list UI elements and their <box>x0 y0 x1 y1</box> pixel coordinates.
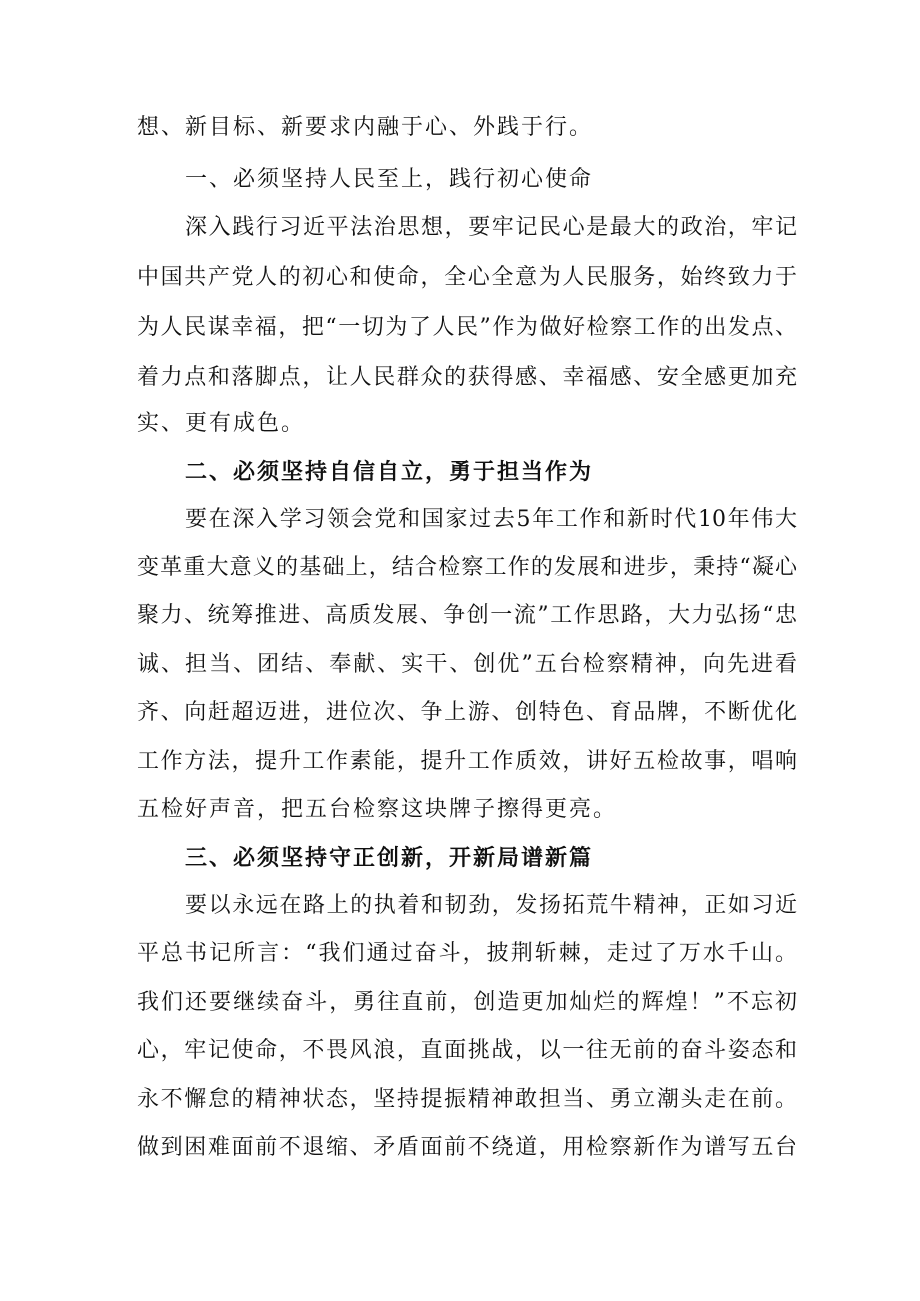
paragraph-line: 平总书记所言：“我们通过奋斗，披荆斩棘，走过了万水千山。 <box>137 941 797 966</box>
section-heading-3: 三、必须坚持守正创新，开新局谱新篇 <box>185 845 594 871</box>
paragraph-line: 永不懈怠的精神状态，坚持提振精神敢担当、勇立潮头走在前。 <box>137 1087 797 1112</box>
paragraph-line: 中国共产党人的初心和使命，全心全意为人民服务，始终致力于 <box>137 265 797 290</box>
paragraph-line: 五检好声音，把五台检察这块牌子擦得更亮。 <box>137 797 618 822</box>
paragraph-line: 我们还要继续奋斗，勇往直前，创造更加灿烂的辉煌！”不忘初 <box>137 990 797 1015</box>
paragraph-line: 做到困难面前不退缩、矛盾面前不绕道，用检察新作为谱写五台 <box>137 1135 797 1160</box>
paragraph-line: 为人民谋幸福，把“一切为了人民”作为做好检察工作的出发点、 <box>137 315 797 340</box>
section-heading-2: 二、必须坚持自信自立，勇于担当作为 <box>185 459 594 485</box>
paragraph-line: 变革重大意义的基础上，结合检察工作的发展和进步，秉持“凝心 <box>137 555 797 580</box>
paragraph-line: 聚力、统筹推进、高质发展、争创一流”工作思路，大力弘扬“忠 <box>137 603 797 628</box>
paragraph-line: 工作方法，提升工作素能，提升工作质效，讲好五检故事，唱响 <box>137 749 797 774</box>
section-heading-1: 一、必须坚持人民至上，践行初心使命 <box>185 167 594 192</box>
paragraph-line: 诚、担当、团结、奉献、实干、创优”五台检察精神，向先进看 <box>137 652 797 677</box>
paragraph-line: 齐、向赶超迈进，进位次、争上游、创特色、育品牌，不断优化 <box>137 700 797 725</box>
paragraph-line: 想、新目标、新要求内融于心、外践于行。 <box>137 115 594 140</box>
paragraph-line: 要在深入学习领会党和国家过去5年工作和新时代10年伟大 <box>185 507 797 532</box>
paragraph-line: 心，牢记使命，不畏风浪，直面挑战，以一往无前的奋斗姿态和 <box>137 1038 797 1063</box>
paragraph-line: 要以永远在路上的执着和韧劲，发扬拓荒牛精神，正如习近 <box>185 893 797 918</box>
paragraph-line: 深入践行习近平法治思想，要牢记民心是最大的政治，牢记 <box>185 215 797 240</box>
paragraph-line: 着力点和落脚点，让人民群众的获得感、幸福感、安全感更加充 <box>137 365 797 390</box>
paragraph-line: 实、更有成色。 <box>137 411 306 436</box>
